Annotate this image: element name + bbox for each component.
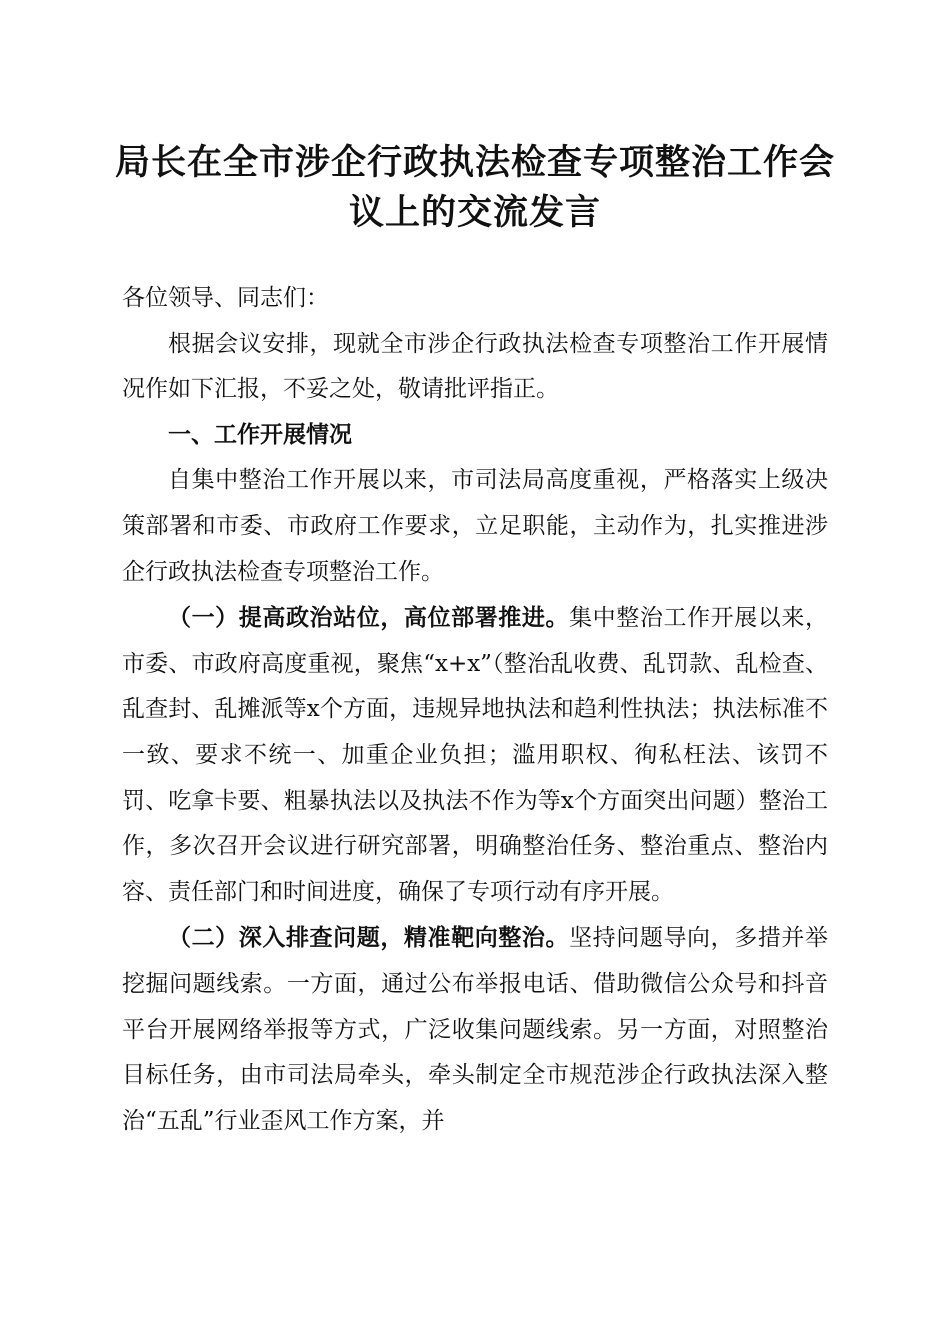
- item-2-paragraph: [122, 915, 828, 1144]
- title-line-1: 局长在全市涉企行政执法检查专项整治工作会: [114, 142, 835, 183]
- document-title: [100, 138, 850, 238]
- salutation: 各位领导、同志们：: [122, 285, 329, 311]
- section-heading-1: 一、工作开展情况: [168, 421, 352, 448]
- item-2-text: 坚持问题导向，多措并举挖掘问题线索。一方面，通过公布举报电话、借助微信公众号和抖音平台开展网络举报等方式，广泛收集问题线索。另一方面，对照整治目标任务，由市司法局牵头，牵头制定全市规范涉企行政执法深入整治“五乱”行业歪风工作方案，并: [122, 925, 829, 1134]
- title-line-2: 议上的交流发言: [348, 192, 601, 233]
- item-1-heading: （一）提高政治站位，高位部署推进。: [168, 604, 570, 632]
- item-1-text: 集中整治工作开展以来，市委、市政府高度重视，聚焦“x+x”（整治乱收费、乱罚款、乱检查、乱查封、乱摊派等x个方面，违规异地执法和趋利性执法；执法标准不一致、要求不统一、加重企业负担；滥用职权、徇私枉法、该罚不罚、吃拿卡要、粗暴执法以及执法不作为等x个方面突出问题）整治工作，多次召开会议进行研究部署，明确整治任务、整治重点、整治内容、责任部门和时间进度，确保了专项行动有序开展。: [122, 605, 829, 905]
- document-body: [122, 276, 828, 1144]
- item-2-heading: （二）深入排查问题，精准靶向整治。: [168, 924, 570, 952]
- item-1-paragraph: [122, 595, 828, 915]
- section-1-intro-paragraph: 自集中整治工作开展以来，市司法局高度重视，严格落实上级决策部署和市委、市政府工作要求，立足职能，主动作为，扎实推进涉企行政执法检查专项整治工作。: [122, 467, 828, 585]
- intro-paragraph: 根据会议安排，现就全市涉企行政执法检查专项整治工作开展情况作如下汇报，不妥之处，敬请批评指正。: [122, 330, 828, 403]
